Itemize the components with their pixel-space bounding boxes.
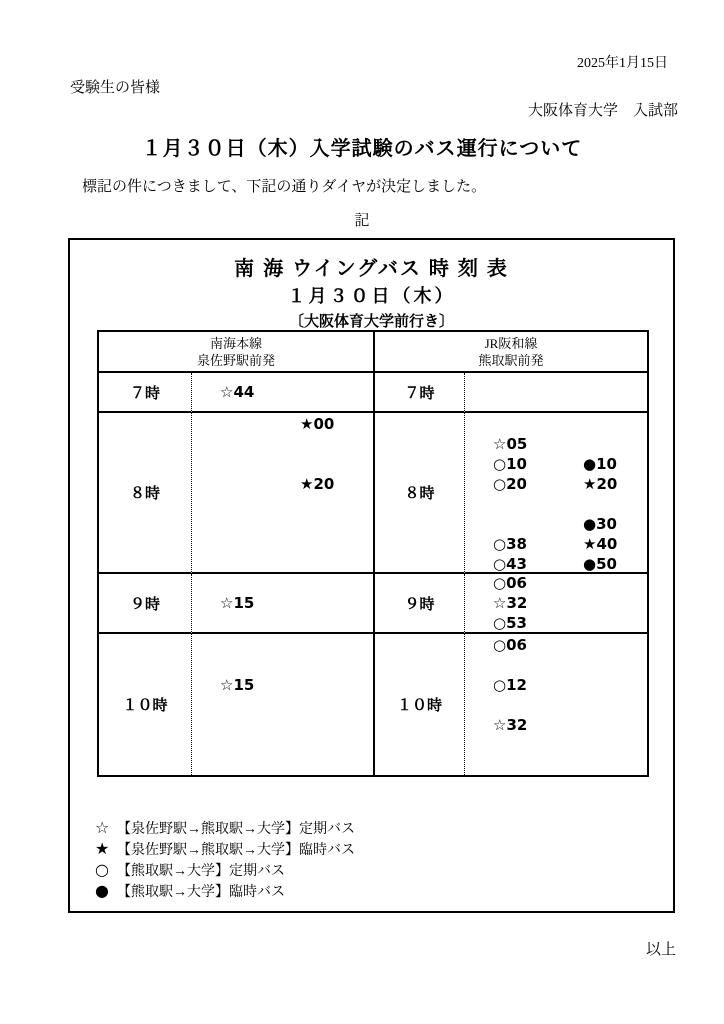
closing: 以上	[645, 942, 676, 958]
timetable-box	[68, 238, 675, 913]
time-entry: ○43	[493, 555, 527, 573]
timetable-line-blank	[192, 554, 373, 574]
hour-cell-nankai-8: ８時	[99, 413, 192, 574]
hour-cell-jr-9: ９時	[375, 574, 465, 634]
time-entry: ●50	[583, 555, 617, 573]
timetable-line	[465, 574, 647, 593]
timetable-line	[192, 593, 373, 613]
record-marker: 記	[354, 213, 370, 229]
timetable-line	[465, 514, 647, 534]
hour-cell-jr-7: ７時	[375, 373, 465, 413]
time-entry: ○12	[493, 676, 527, 694]
timetable-line-blank	[465, 655, 647, 675]
legend-text: 【泉佐野駅→熊取駅→大学】定期バス	[117, 822, 355, 837]
values-cell-nankai-7	[192, 373, 375, 413]
time-entry: ★20	[583, 475, 618, 493]
timetable-line-blank	[192, 494, 373, 514]
document-title: １月３０日（木）入学試験のバス運行について	[141, 138, 583, 160]
white-star-icon: ☆	[95, 818, 110, 837]
time-entry: ○06	[493, 636, 527, 654]
black-star-icon: ★	[95, 839, 110, 858]
timetable-line	[465, 534, 647, 554]
values-cell-nankai-10	[192, 634, 375, 775]
timetable-line-blank	[465, 494, 647, 514]
timetable-line-blank	[192, 695, 373, 715]
values-cell-jr-9	[465, 574, 647, 634]
values-cell-jr-7	[465, 373, 647, 413]
hour-cell-nankai-9: ９時	[99, 574, 192, 634]
timetable-line	[192, 675, 373, 695]
timetable-line	[465, 554, 647, 574]
values-cell-jr-8	[465, 413, 647, 574]
col-header-nankai	[99, 332, 375, 373]
timetable-title: 南 海 ウイングバス 時 刻 表	[234, 258, 509, 280]
time-entry: ●10	[583, 455, 617, 473]
hour-cell-jr-10: １０時	[375, 634, 465, 775]
time-entry: ☆44	[220, 383, 255, 401]
document-date: 2025年1月15日	[577, 56, 668, 71]
timetable-line-blank	[192, 454, 373, 474]
hour-cell-nankai-7: ７時	[99, 373, 192, 413]
timetable-line-blank	[192, 434, 373, 454]
timetable-line-blank	[192, 715, 373, 735]
timetable-line-blank	[465, 414, 647, 434]
legend-item	[95, 817, 355, 838]
legend-item	[95, 859, 355, 880]
timetable-line	[192, 382, 373, 402]
timetable-date: １月３０日（木）	[287, 286, 456, 306]
legend-item	[95, 838, 355, 859]
col-header-nankai-departure: 泉佐野駅前発	[196, 352, 275, 368]
time-entry: ★40	[583, 535, 618, 553]
timetable-line-blank	[192, 514, 373, 534]
time-entry: ●30	[583, 515, 617, 533]
timetable-line	[192, 474, 373, 494]
legend-text: 【泉佐野駅→熊取駅→大学】臨時バス	[117, 843, 355, 858]
timetable-line-blank	[465, 695, 647, 715]
black-circle-icon: ●	[95, 881, 109, 900]
legend-text: 【熊取駅→大学】臨時バス	[117, 885, 285, 900]
timetable-line-blank	[192, 534, 373, 554]
timetable-line	[465, 593, 647, 613]
values-cell-jr-10	[465, 634, 647, 775]
salutation: 受験生の皆様	[70, 80, 161, 96]
body-text: 標記の件につきまして、下記の通りダイヤが決定しました。	[82, 179, 487, 195]
legend-text: 【熊取駅→大学】定期バス	[117, 864, 285, 879]
timetable-line	[465, 715, 647, 735]
timetable-line	[465, 635, 647, 655]
timetable-line	[465, 675, 647, 695]
time-entry: ○53	[493, 614, 527, 632]
sender: 大阪体育大学 入試部	[527, 103, 678, 119]
timetable-line	[465, 454, 647, 474]
values-cell-nankai-9	[192, 574, 375, 634]
timetable-destination: 〔大阪体育大学前行き〕	[288, 314, 454, 330]
timetable-line-blank	[192, 655, 373, 675]
hour-cell-nankai-10: １０時	[99, 634, 192, 775]
time-entry: ○10	[493, 455, 527, 473]
timetable-line	[465, 474, 647, 494]
col-header-jr-departure: 熊取駅前発	[478, 352, 544, 368]
timetable-line	[465, 434, 647, 454]
timetable-line	[192, 414, 373, 434]
time-entry: ★20	[300, 475, 335, 493]
time-entry: ○20	[493, 475, 527, 493]
legend-item	[95, 880, 355, 901]
col-header-jr-line: JR阪和線	[484, 335, 538, 351]
hour-cell-jr-8: ８時	[375, 413, 465, 574]
time-entry: ☆15	[220, 594, 255, 612]
time-entry: ☆32	[493, 594, 528, 612]
col-header-jr	[375, 332, 647, 373]
timetable-grid	[97, 330, 649, 777]
time-entry: ☆05	[493, 435, 528, 453]
timetable-line	[465, 613, 647, 633]
timetable-line-blank	[192, 635, 373, 655]
time-entry: ☆15	[220, 676, 255, 694]
col-header-nankai-line: 南海本線	[209, 335, 262, 351]
time-entry: ○38	[493, 535, 527, 553]
time-entry: ☆32	[493, 716, 528, 734]
time-entry: ○06	[493, 574, 527, 592]
white-circle-icon: ○	[95, 860, 109, 879]
time-entry: ★00	[300, 415, 335, 433]
values-cell-nankai-8	[192, 413, 375, 574]
legend	[95, 817, 355, 901]
